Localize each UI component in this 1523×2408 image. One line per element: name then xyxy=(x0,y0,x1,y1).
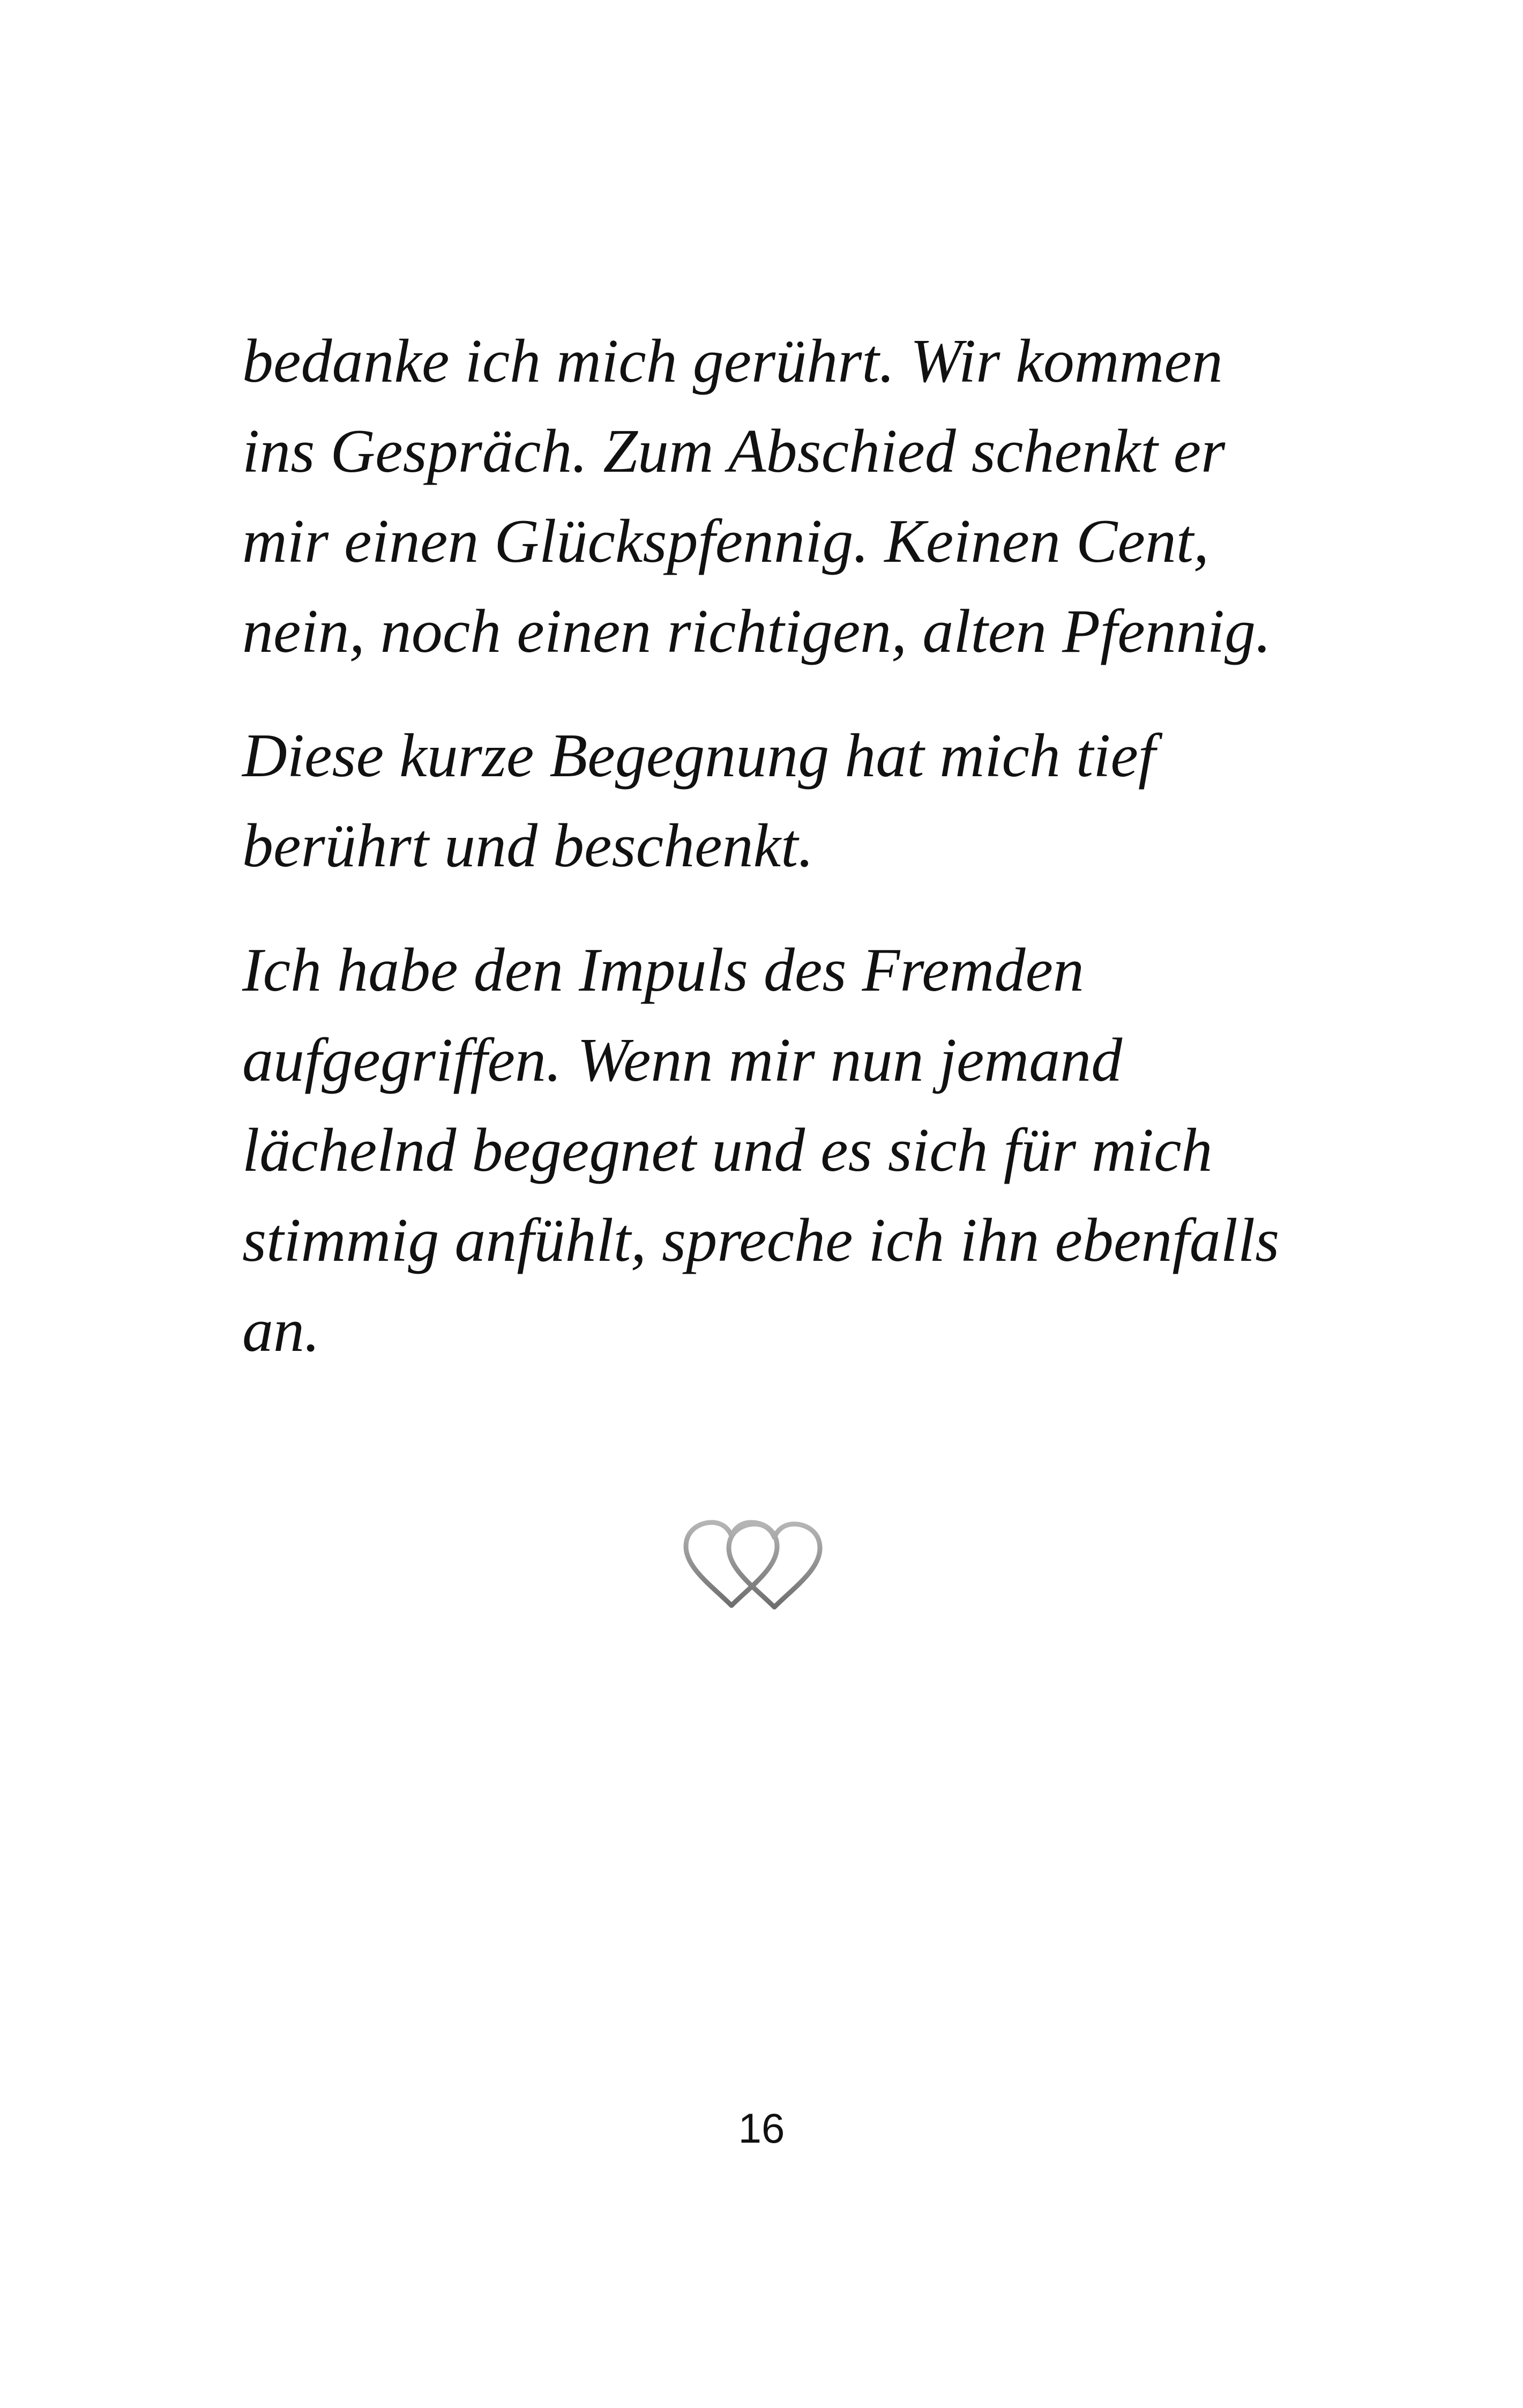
paragraph-3 xyxy=(242,925,1287,1376)
two-hearts-icon xyxy=(681,1517,825,1614)
page-number: 16 xyxy=(738,2105,785,2152)
text-line: berührt und beschenkt. xyxy=(242,812,814,880)
paragraph-1 xyxy=(242,316,1287,677)
paragraph-2 xyxy=(242,711,1287,891)
text-line: an. xyxy=(242,1296,320,1365)
text-line: ins Gespräch. Zum Abschied schenkt er xyxy=(242,417,1226,486)
text-line: nein, noch einen richtigen, alten Pfennig. xyxy=(242,597,1271,666)
text-line: lächelnd begegnet und es sich für mich xyxy=(242,1116,1213,1185)
text-line: bedanke ich mich gerührt. Wir kommen xyxy=(242,327,1223,396)
text-line: Diese kurze Begegnung hat mich tief xyxy=(242,722,1156,790)
body-text xyxy=(242,316,1287,1410)
text-line: aufgegriffen. Wenn mir nun jemand xyxy=(242,1026,1123,1095)
text-line: stimmig anfühlt, spreche ich ihn ebenfalls xyxy=(242,1206,1280,1275)
text-line: Ich habe den Impuls des Fremden xyxy=(242,936,1084,1005)
text-line: mir einen Glückspfennig. Keinen Cent, xyxy=(242,507,1210,576)
